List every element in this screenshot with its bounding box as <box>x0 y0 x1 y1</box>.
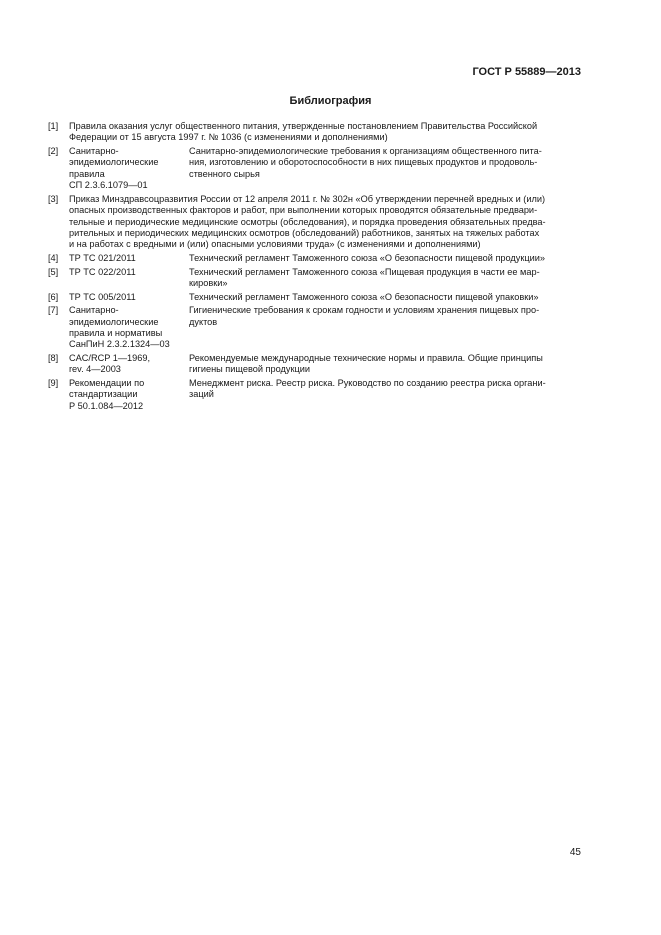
entry-number: [5] <box>48 266 59 277</box>
document-designation-line: Санитарно- <box>69 305 119 316</box>
description-line: опасных производственных факторов и работ, при выполнении которых проводятся обязательные предвари- <box>69 205 538 216</box>
description-line: заций <box>189 389 214 400</box>
bibliography-entry <box>48 253 583 264</box>
document-designation-line: правила <box>69 168 105 179</box>
description-line: и на работах с вредными и (или) опасными условиями труда» (с изменениями и дополнениями) <box>69 239 481 250</box>
page-number: 45 <box>569 847 581 858</box>
description-line: Федерации от 15 августа 1997 г. № 1036 (с изменениями и дополнениями) <box>69 132 388 143</box>
bibliography-entry <box>48 194 583 251</box>
entry-document-designation <box>69 253 189 264</box>
description-line: Менеджмент риска. Реестр риска. Руководство по созданию реестра риска органи- <box>189 378 546 389</box>
description-line: Технический регламент Таможенного союза «О безопасности пищевой упаковки» <box>189 291 539 302</box>
description-line: ственного сырья <box>189 168 260 179</box>
document-designation-line: правила и нормативы <box>69 328 163 339</box>
document-designation-line: ТР ТС 021/2011 <box>69 253 136 264</box>
document-designation-line: СП 2.3.6.1079—01 <box>69 180 148 191</box>
bibliography-entry <box>48 146 583 192</box>
entry-description <box>189 378 583 412</box>
description-line: Санитарно-эпидемиологические требования к организациям общественного пита- <box>189 146 542 156</box>
entry-number: [4] <box>48 253 59 264</box>
entry-number: [7] <box>48 305 59 316</box>
description-line: Технический регламент Таможенного союза «Пищевая продукция в части ее мар- <box>189 266 540 277</box>
entry-description <box>189 292 583 303</box>
entry-document-designation <box>69 146 189 192</box>
document-standard-header: ГОСТ Р 55889—2013 <box>472 66 581 78</box>
entry-number: [2] <box>48 146 59 156</box>
entry-number: [6] <box>48 291 59 302</box>
page-title: Библиография <box>289 95 372 107</box>
bibliography-entry <box>48 353 583 376</box>
document-designation-line: стандартизации <box>69 389 138 400</box>
description-line: рительных и периодических медицинских осмотров (обследований) работников, занятых на тяжелых работах <box>69 228 540 239</box>
document-designation-line: Санитарно- <box>69 146 119 156</box>
entry-document-designation <box>69 305 189 351</box>
entry-document-designation <box>69 378 189 412</box>
entry-number: [3] <box>48 193 59 204</box>
entry-number: [8] <box>48 353 59 364</box>
bibliography-entry <box>48 305 583 351</box>
bibliography-entry <box>48 121 583 144</box>
entry-number: [9] <box>48 378 59 389</box>
description-line: кировки» <box>189 278 228 289</box>
document-designation-line: эпидемиологические <box>69 316 159 327</box>
description-line: гигиены пищевой продукции <box>189 364 311 375</box>
document-designation-line: эпидемиологические <box>69 157 159 168</box>
description-line: ния, изготовлению и оборотоспособности в них пищевых продуктов и продоволь- <box>189 157 538 168</box>
description-line: Гигиенические требования к срокам годности и условиям хранения пищевых про- <box>189 305 540 316</box>
entry-description <box>69 121 583 144</box>
document-designation-line: ТР ТС 022/2011 <box>69 266 136 277</box>
document-designation-line: CAC/RCP 1—1969, <box>69 353 151 364</box>
entry-number: [1] <box>48 121 59 131</box>
document-designation-line: Рекомендации по <box>69 378 145 389</box>
description-line: дуктов <box>189 316 218 327</box>
entry-document-designation <box>69 292 189 303</box>
document-designation-line: СанПиН 2.3.2.1324—03 <box>69 339 170 350</box>
document-designation-line: Р 50.1.084—2012 <box>69 400 144 411</box>
bibliography-list <box>48 121 583 414</box>
description-line: Правила оказания услуг общественного питания, утвержденные постановлением Правительства Российской <box>69 121 538 131</box>
bibliography-entry <box>48 378 583 412</box>
entry-description <box>189 267 583 290</box>
description-line: Технический регламент Таможенного союза «О безопасности пищевой продукции» <box>189 253 546 264</box>
description-line: тельные и периодические медицинские осмотры (обследования), и порядка проведения обязательных предва- <box>69 216 546 227</box>
bibliography-entry <box>48 292 583 303</box>
entry-description <box>69 194 583 251</box>
entry-description <box>189 353 583 376</box>
entry-description <box>189 305 583 351</box>
entry-document-designation <box>69 267 189 290</box>
bibliography-entry <box>48 267 583 290</box>
entry-document-designation <box>69 353 189 376</box>
document-designation-line: rev. 4—2003 <box>69 364 121 375</box>
document-designation-line: ТР ТС 005/2011 <box>69 291 136 302</box>
description-line: Приказ Минздравсоцразвития России от 12 апреля 2011 г. № 302н «Об утверждении перечней вредных и (или) <box>69 193 546 204</box>
description-line: Рекомендуемые международные технические нормы и правила. Общие принципы <box>189 353 543 364</box>
entry-description <box>189 146 583 192</box>
entry-description <box>189 253 583 264</box>
